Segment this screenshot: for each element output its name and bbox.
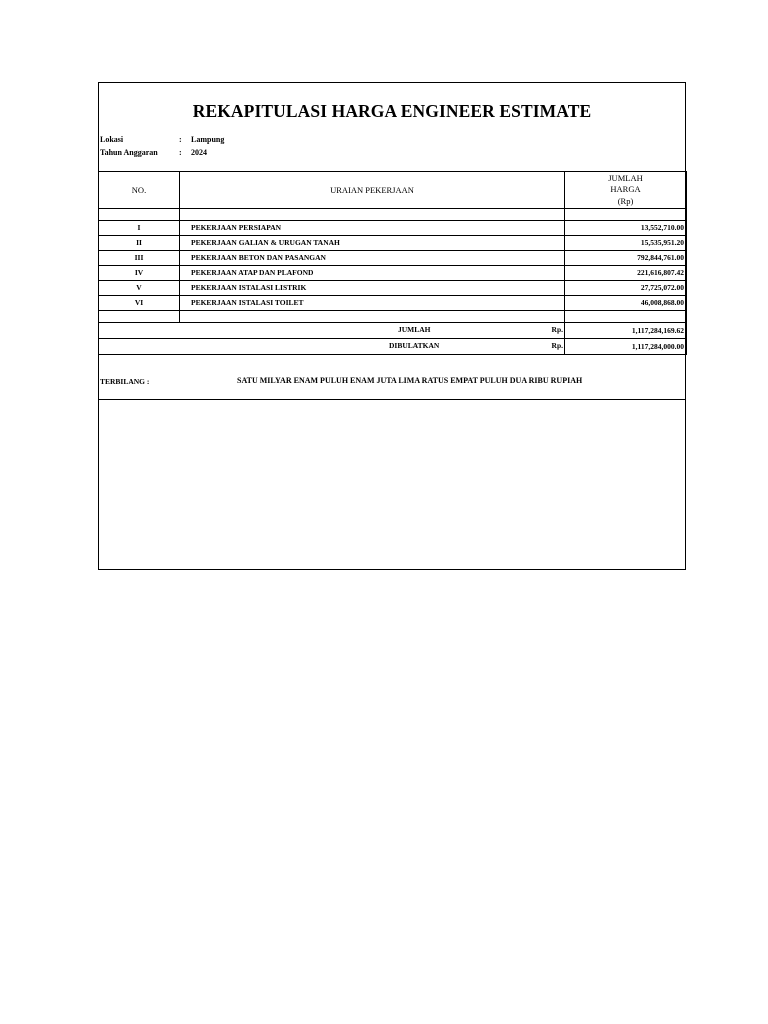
- lokasi-label: Lokasi: [100, 135, 124, 144]
- dibulatkan-cell: [99, 339, 565, 355]
- tahun-separator: :: [179, 148, 182, 157]
- row-no: III: [99, 251, 180, 266]
- recap-table: [98, 171, 687, 355]
- table-row: [99, 236, 687, 251]
- row-amount: 221,616,807.42: [565, 266, 687, 281]
- row-desc: PEKERJAAN BETON DAN PASANGAN: [180, 251, 565, 266]
- tahun-value: 2024: [191, 148, 207, 157]
- row-amount: 46,008,868.00: [565, 296, 687, 311]
- header-uraian: URAIAN PEKERJAAN: [180, 172, 565, 209]
- table-row: [99, 251, 687, 266]
- row-desc: PEKERJAAN PERSIAPAN: [180, 221, 565, 236]
- spacer-row: [99, 311, 687, 323]
- table-header-row: [99, 172, 687, 209]
- jumlah-row: [99, 323, 687, 339]
- row-desc: PEKERJAAN ISTALASI LISTRIK: [180, 281, 565, 296]
- row-desc: PEKERJAAN GALIAN & URUGAN TANAH: [180, 236, 565, 251]
- header-jumlah: [565, 172, 687, 209]
- spacer-row: [99, 209, 687, 221]
- header-jumlah-line1: JUMLAH: [608, 173, 643, 184]
- table-row: [99, 266, 687, 281]
- jumlah-cell: [99, 323, 565, 339]
- row-no: V: [99, 281, 180, 296]
- dibulatkan-amount: 1,117,284,000.00: [565, 339, 687, 355]
- document-sheet: [98, 82, 686, 570]
- header-jumlah-line2: HARGA: [610, 184, 641, 195]
- row-desc: PEKERJAAN ISTALASI TOILET: [180, 296, 565, 311]
- dibulatkan-label: DIBULATKAN: [389, 341, 440, 350]
- table-row: [99, 296, 687, 311]
- jumlah-currency: Rp.: [551, 325, 563, 334]
- row-amount: 792,844,761.00: [565, 251, 687, 266]
- row-desc: PEKERJAAN ATAP DAN PLAFOND: [180, 266, 565, 281]
- row-no: VI: [99, 296, 180, 311]
- header-no: NO.: [99, 172, 180, 209]
- table-row: [99, 281, 687, 296]
- dibulatkan-row: [99, 339, 687, 355]
- row-amount: 27,725,072.00: [565, 281, 687, 296]
- row-no: II: [99, 236, 180, 251]
- terbilang-bottom-divider: [98, 399, 686, 400]
- terbilang-text: SATU MILYAR ENAM PULUH ENAM JUTA LIMA RATUS EMPAT PULUH DUA RIBU RUPIAH: [237, 376, 583, 385]
- row-no: IV: [99, 266, 180, 281]
- terbilang-label: TERBILANG :: [100, 377, 150, 386]
- row-amount: 15,535,951.20: [565, 236, 687, 251]
- dibulatkan-currency: Rp.: [551, 341, 563, 350]
- jumlah-label: JUMLAH: [398, 325, 431, 334]
- lokasi-separator: :: [179, 135, 182, 144]
- tahun-label: Tahun Anggaran: [100, 148, 158, 157]
- row-no: I: [99, 221, 180, 236]
- table-row: [99, 221, 687, 236]
- lokasi-value: Lampung: [191, 135, 225, 144]
- header-jumlah-line3: (Rp): [617, 195, 634, 206]
- document-title: REKAPITULASI HARGA ENGINEER ESTIMATE: [192, 101, 592, 121]
- row-amount: 13,552,710.00: [565, 221, 687, 236]
- jumlah-amount: 1,117,284,169.62: [565, 323, 687, 339]
